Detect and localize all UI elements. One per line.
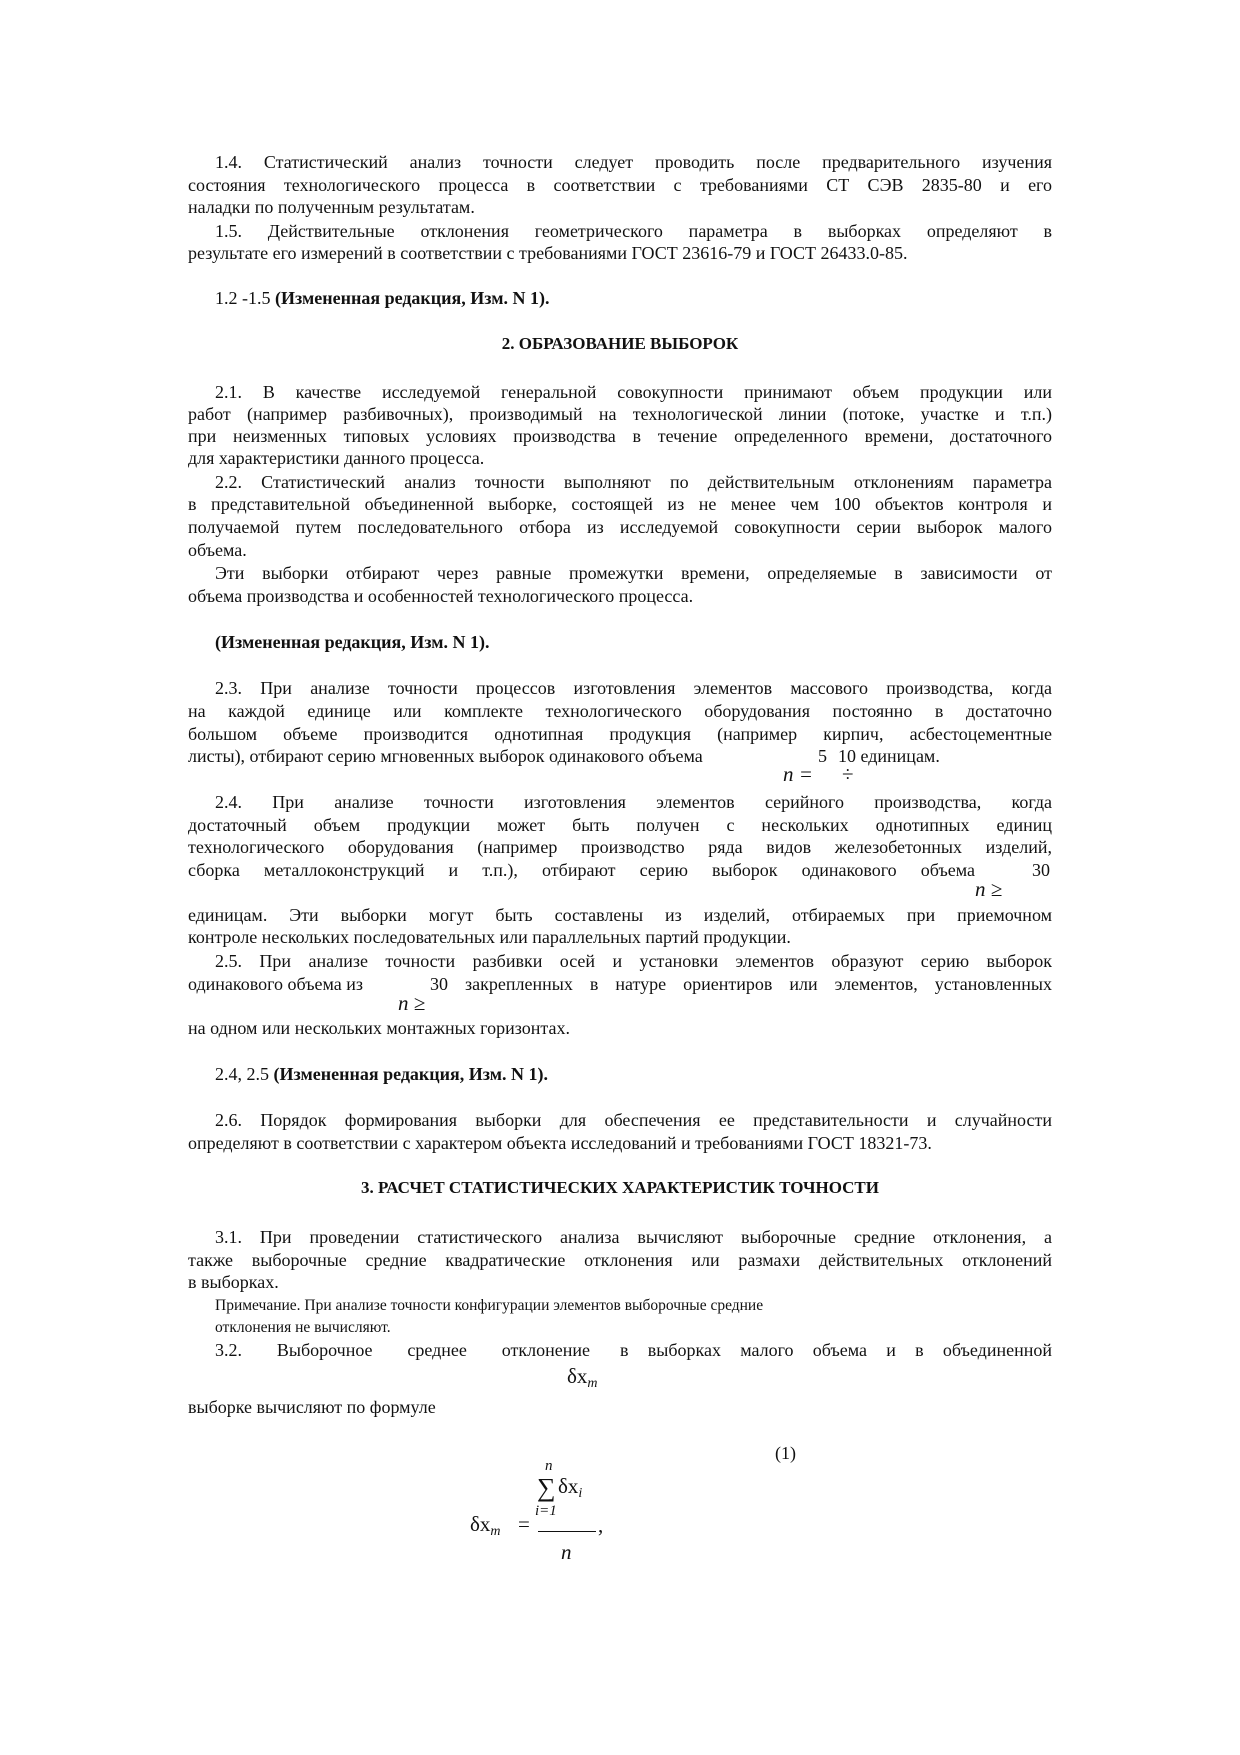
math-subscript: m bbox=[587, 1376, 598, 1391]
p2-6-line: определяют в соответствии с характером объекта исследований и требованиями ГОСТ 18321-73. bbox=[188, 1133, 932, 1153]
p2-2-line: объема. bbox=[188, 540, 247, 560]
amend-bold: (Измененная редакция, Изм. N 1). bbox=[273, 1064, 549, 1084]
math-n-geq: n ≥ bbox=[975, 877, 1003, 901]
p2-2b-line: Эти выборки отбирают через равные промежутки времени, определяемые в зависимости от bbox=[215, 563, 1052, 583]
section-heading-3: 3. РАСЧЕТ СТАТИСТИЧЕСКИХ ХАРАКТЕРИСТИК ТОЧНОСТИ bbox=[361, 1178, 879, 1197]
value-30: 30 bbox=[1032, 860, 1050, 880]
amend-prefix: 2.4, 2.5 bbox=[215, 1064, 274, 1084]
amendment-note: (Измененная редакция, Изм. N 1). bbox=[215, 632, 490, 652]
p2-6-line: 2.6. Порядок формирования выборки для обеспечения ее представительности и случайности bbox=[215, 1110, 1052, 1130]
sum-upper-limit: n bbox=[545, 1458, 553, 1474]
p3-2-line: выборке вычисляют по формуле bbox=[188, 1397, 436, 1417]
formula-number: (1) bbox=[775, 1443, 796, 1463]
math-range-sign: ÷ bbox=[842, 762, 854, 786]
p1-4-line: 1.4. Статистический анализ точности следует проводить после предварительного изучения bbox=[215, 152, 1052, 172]
p3-1-line: 3.1. При проведении статистического анализа вычисляют выборочные средние отклонения, а bbox=[215, 1227, 1052, 1247]
p2-5-line: 30 закрепленных в натуре ориентиров или элементов, установленных bbox=[430, 974, 1052, 994]
p2-1-line: 2.1. В качестве исследуемой генеральной совокупности принимают объем продукции или bbox=[215, 382, 1052, 402]
section-heading-2: 2. ОБРАЗОВАНИЕ ВЫБОРОК bbox=[501, 334, 739, 353]
p2-3-line: 2.3. При анализе точности процессов изготовления элементов массового производства, когда bbox=[215, 678, 1052, 698]
p2-1-line: для характеристики данного процесса. bbox=[188, 448, 485, 468]
p2-3-line: листы), отбирают серию мгновенных выборок одинакового объема bbox=[188, 746, 703, 766]
amendment-note bbox=[215, 1063, 1052, 1085]
formula-lhs bbox=[470, 1512, 501, 1540]
p3-1-line: также выборочные средние квадратические отклонения или размахи действительных отклонений bbox=[188, 1250, 1052, 1270]
math-delta-x: δx bbox=[470, 1512, 491, 1536]
p2-4-line: технологического оборудования (например производство ряда видов железобетонных изделий, bbox=[188, 837, 1052, 857]
p2-3-line: большом объеме производится однотипная продукция (например кирпич, асбестоцементные bbox=[188, 724, 1052, 744]
sum-term bbox=[558, 1474, 582, 1502]
p2-2-line: в представительной объединенной выборке, состоящей из не менее чем 100 объектов контроля и bbox=[188, 494, 1052, 514]
p1-4-line: наладки по полученным результатам. bbox=[188, 197, 475, 217]
p2-1-line: при неизменных типовых условиях производства в течение определенного времени, достаточного bbox=[188, 426, 1052, 446]
p2-4-line: единицам. Эти выборки могут быть составлены из изделий, отбираемых при приемочном bbox=[188, 905, 1052, 925]
p2-3-line: на каждой единице или комплекте технологического оборудования постоянно в достаточно bbox=[188, 701, 1052, 721]
p2-2-line: получаемой путем последовательного отбора из исследуемой совокупности серии выборок малого bbox=[188, 517, 1052, 537]
p1-5-line: 1.5. Действительные отклонения геометрического параметра в выборках определяют в bbox=[215, 221, 1052, 241]
p2-5-line: на одном или нескольких монтажных горизонтах. bbox=[188, 1018, 570, 1038]
p1-5-line: результате его измерений в соответствии с требованиями ГОСТ 23616-79 и ГОСТ 26433.0-85. bbox=[188, 243, 908, 263]
value-5: 5 bbox=[818, 746, 827, 766]
value-10-units: 10 единицам. bbox=[838, 746, 940, 766]
equals-sign: = bbox=[518, 1512, 530, 1536]
sum-lower-limit: i=1 bbox=[535, 1503, 557, 1519]
p2-4-line: достаточный объем продукции может быть получен с нескольких однотипных единиц bbox=[188, 815, 1052, 835]
p2-4-line: контроле нескольких последовательных или параллельных партий продукции. bbox=[188, 927, 791, 947]
math-subscript: m bbox=[490, 1524, 501, 1539]
p2-2-line: 2.2. Статистический анализ точности выполняют по действительным отклонениям параметра bbox=[215, 472, 1052, 492]
math-delta-x: δx bbox=[567, 1364, 588, 1388]
math-n-equals: n = bbox=[783, 762, 813, 786]
p3-1-line: в выборках. bbox=[188, 1272, 279, 1292]
math-mean-deviation bbox=[567, 1364, 598, 1392]
fraction-bar bbox=[538, 1531, 596, 1532]
amendment-note bbox=[215, 287, 1052, 309]
math-delta-x: δx bbox=[558, 1474, 579, 1498]
math-subscript: i bbox=[578, 1486, 583, 1501]
math-n-geq: n ≥ bbox=[398, 991, 426, 1015]
denominator-n: n bbox=[561, 1540, 572, 1564]
p3-2-line: в выборках малого объема и в объединенной bbox=[620, 1340, 1052, 1360]
amend-prefix: 1.2 -1.5 bbox=[215, 288, 275, 308]
note-line: отклонения не вычисляют. bbox=[215, 1319, 391, 1336]
p3-2-line: 3.2. Выборочное среднее отклонение bbox=[215, 1340, 590, 1360]
comma: , bbox=[598, 1513, 604, 1537]
p2-1-line: работ (например разбивочных), производимый на технологической линии (потоке, участке и т.п.) bbox=[188, 404, 1052, 424]
p2-5-line: 2.5. При анализе точности разбивки осей и установки элементов образуют серию выборок bbox=[215, 951, 1052, 971]
note-line: Примечание. При анализе точности конфигурации элементов выборочные средние bbox=[215, 1297, 764, 1314]
p2-4-line: 2.4. При анализе точности изготовления элементов серийного производства, когда bbox=[215, 792, 1052, 812]
amend-bold: (Измененная редакция, Изм. N 1). bbox=[275, 288, 550, 308]
p2-4-line: сборка металлоконструкций и т.п.), отбирают серию выборок одинакового объема bbox=[188, 860, 975, 880]
p2-2b-line: объема производства и особенностей технологического процесса. bbox=[188, 586, 694, 606]
p2-5-line: одинакового объема из bbox=[188, 974, 364, 994]
sum-sign: ∑ bbox=[537, 1473, 556, 1502]
p1-4-line: состояния технологического процесса в соответствии с требованиями СТ СЭВ 2835-80 и его bbox=[188, 175, 1052, 195]
